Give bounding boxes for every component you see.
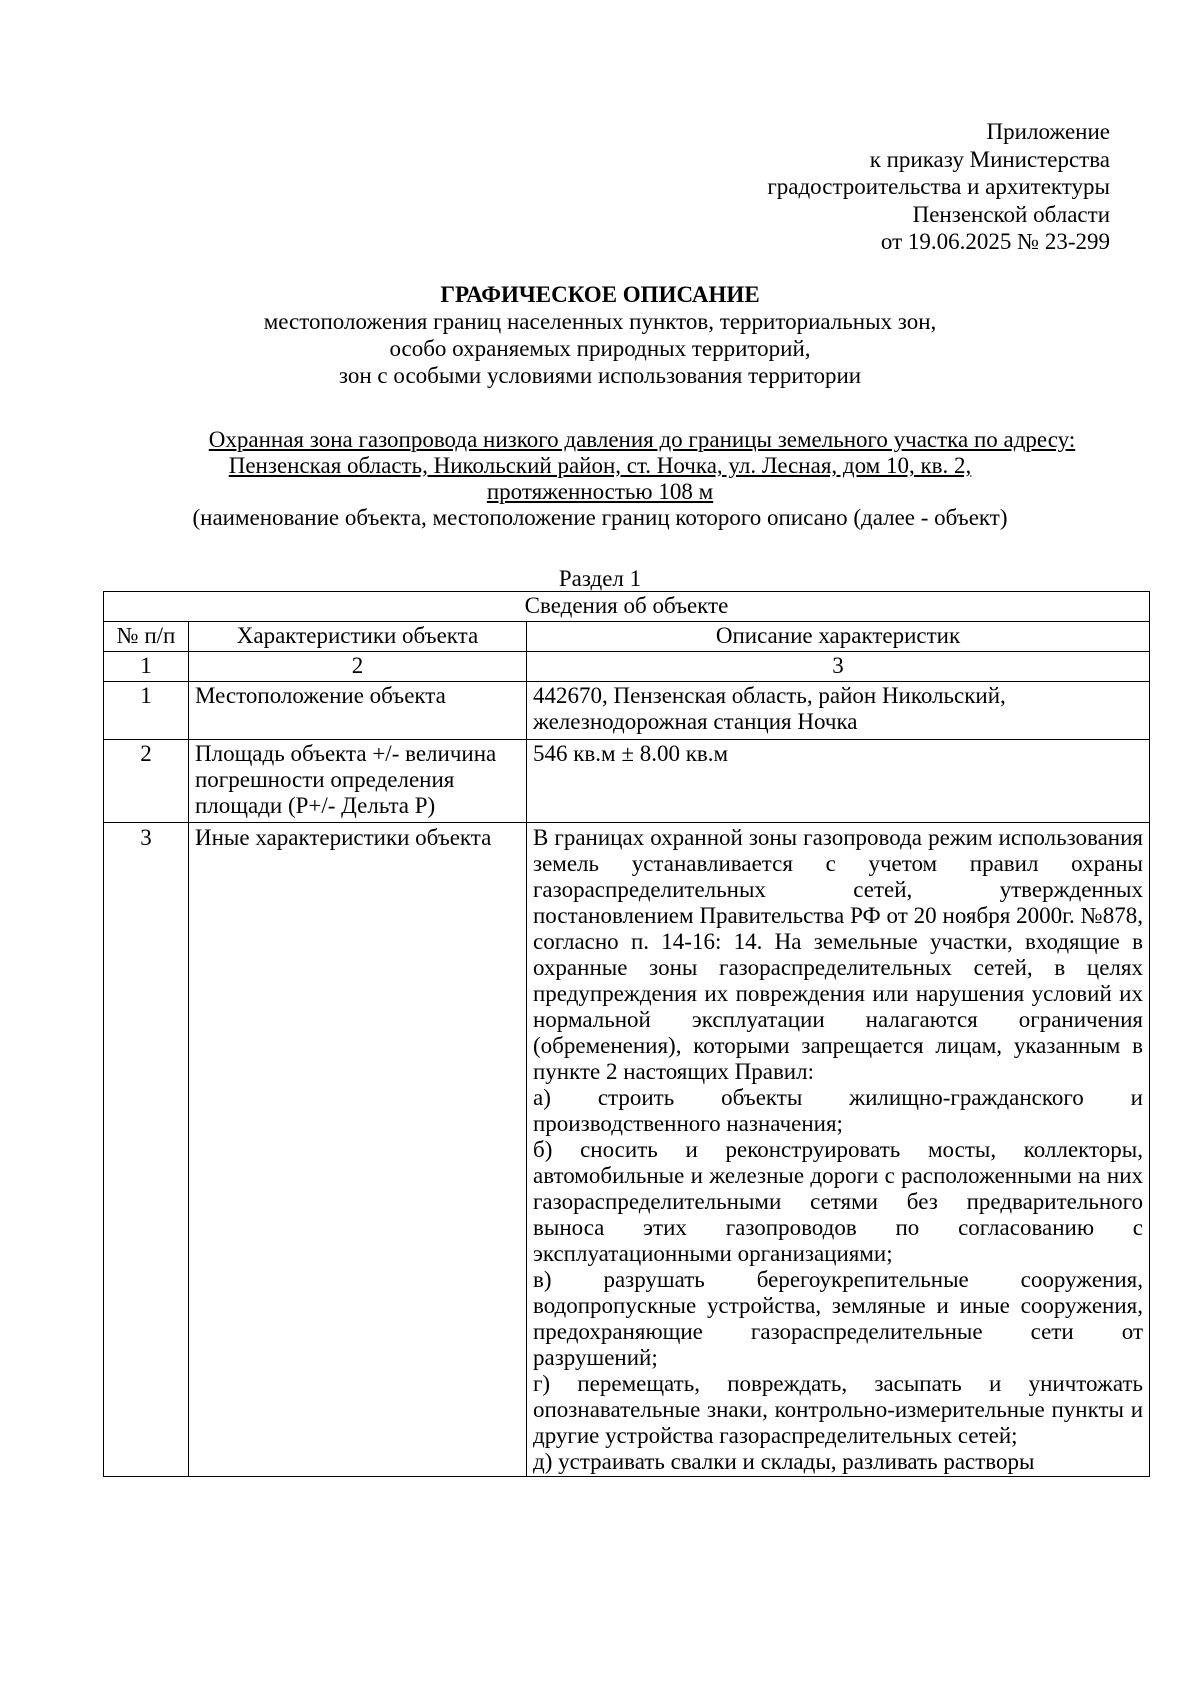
column-header: Характеристики объекта bbox=[189, 622, 527, 652]
characteristic-cell: Площадь объекта +/- величина погрешности определения площади (P+/- Дельта P) bbox=[189, 740, 527, 823]
document-subtitle: особо охраняемых природных территорий, bbox=[389, 336, 811, 361]
description-cell: 546 кв.м ± 8.00 кв.м bbox=[527, 740, 1150, 823]
column-header: Описание характеристик bbox=[527, 622, 1150, 652]
row-number: 2 bbox=[104, 740, 189, 823]
description-paragraph: В границах охранной зоны газопровода режим использования земель устанавливается с учетом правил охраны газораспределительных сетей, утвержденных постановлением Правительства РФ от 20 ноября 2000г. №878, согласно п. 14-16: 14. На земельные участки, входящие в охранные зоны газораспределительных сетей, в целях предупреждения их повреждения или нарушения условий их нормальной эксплуатации налагаются ограничения (обременения), которыми запрещается лицам, указанным в пункте 2 настоящих Правил: bbox=[533, 825, 1143, 1084]
appendix-line: Пензенской области bbox=[912, 201, 1110, 227]
description-cell: 442670, Пензенская область, район Никольский, железнодорожная станция Ночка bbox=[527, 682, 1150, 740]
object-name-block bbox=[100, 427, 1100, 531]
column-number: 2 bbox=[189, 652, 527, 682]
characteristic-cell: Иные характеристики объекта bbox=[189, 823, 527, 1477]
description-paragraph: г) перемещать, повреждать, засыпать и уничтожать опознавательные знаки, контрольно-измерительные пункты и другие устройства газораспределительных сетей; bbox=[533, 1371, 1143, 1448]
object-name-line: Охранная зона газопровода низкого давления до границы земельного участка по адресу: bbox=[208, 427, 1076, 452]
column-number: 3 bbox=[527, 652, 1150, 682]
appendix-line: к приказу Министерства bbox=[869, 146, 1110, 172]
document-subtitle: местоположения границ населенных пунктов, территориальных зон, bbox=[263, 309, 937, 334]
document-subtitle: зон с особыми условиями использования территории bbox=[338, 363, 862, 388]
description-paragraph: б) сносить и реконструировать мосты, коллекторы, автомобильные и железные дороги с расположенными на них газораспределительными сетями без предварительного выноса этих газопроводов по согласованию с эксплуатационными организациями; bbox=[533, 1137, 1143, 1266]
table-row bbox=[104, 823, 1150, 1477]
table-header-row bbox=[104, 622, 1150, 652]
object-info-table bbox=[103, 591, 1150, 1477]
description-cell bbox=[527, 823, 1150, 1477]
characteristic-cell: Местоположение объекта bbox=[189, 682, 527, 740]
object-length-line: протяженностью 108 м bbox=[486, 479, 714, 504]
table-row bbox=[104, 682, 1150, 740]
description-paragraph: в) разрушать берегоукрепительные сооружения, водопропускные устройства, земляные и иные сооружения, предохраняющие газораспределительные сети от разрушений; bbox=[533, 1267, 1143, 1370]
description-paragraph: а) строить объекты жилищно-гражданского и производственного назначения; bbox=[533, 1085, 1143, 1136]
object-address-line: Пензенская область, Никольский район, ст. Ночка, ул. Лесная, дом 10, кв. 2, bbox=[228, 453, 972, 478]
column-number: 1 bbox=[104, 652, 189, 682]
appendix-header bbox=[767, 118, 1110, 256]
table-title-row bbox=[104, 592, 1150, 622]
title-block bbox=[100, 281, 1100, 389]
description-paragraph: д) устраивать свалки и склады, разливать растворы bbox=[533, 1449, 1035, 1474]
row-number: 1 bbox=[104, 682, 189, 740]
section-label: Раздел 1 bbox=[558, 566, 642, 591]
object-caption: (наименование объекта, местоположение границ которого описано (далее - объект) bbox=[192, 505, 1008, 530]
appendix-line: Приложение bbox=[986, 119, 1110, 144]
appendix-line: градостроительства и архитектуры bbox=[767, 174, 1110, 199]
row-number: 3 bbox=[104, 823, 189, 1477]
table-title: Сведения об объекте bbox=[104, 592, 1150, 622]
table-row bbox=[104, 740, 1150, 823]
document-title: ГРАФИЧЕСКОЕ ОПИСАНИЕ bbox=[440, 282, 760, 307]
column-header: № п/п bbox=[104, 622, 189, 652]
column-number-row bbox=[104, 652, 1150, 682]
appendix-order-date: от 19.06.2025 № 23-299 bbox=[880, 229, 1110, 254]
